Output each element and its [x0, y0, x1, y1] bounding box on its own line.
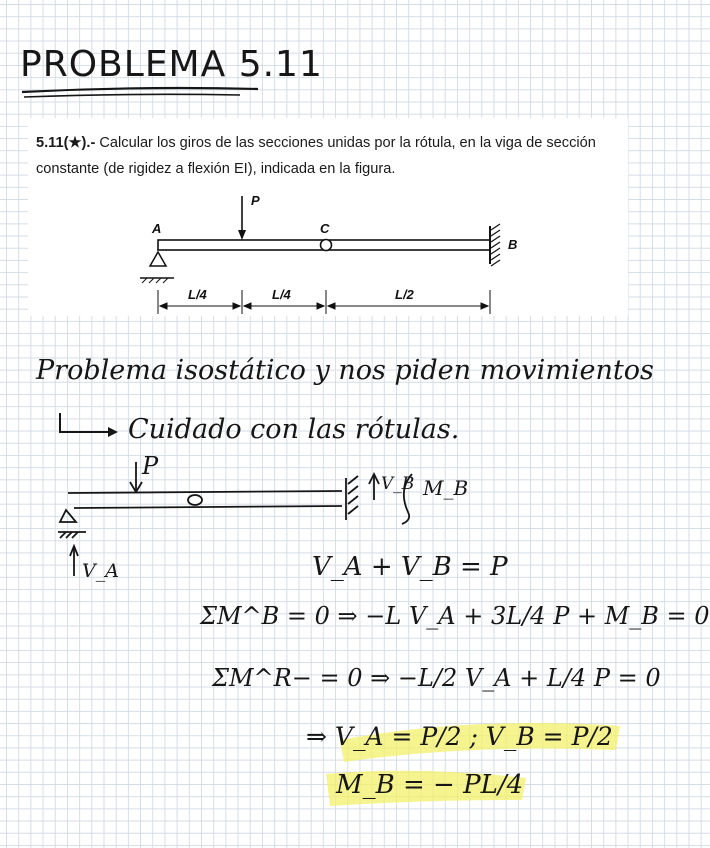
- note-line-2: Cuidado con las rótulas.: [128, 414, 460, 445]
- sketch-moment-b: M_B: [423, 476, 469, 500]
- equation-3: ΣM^R− = 0 ⇒ −L/2 V_A + L/4 P = 0: [212, 664, 661, 692]
- sketch-load-label: P: [142, 452, 159, 480]
- equation-5: M_B = − PL/4: [336, 770, 524, 800]
- heading: PROBLEMA 5.11: [20, 44, 323, 85]
- note-line-1: Problema isostático y nos piden movimientos: [36, 355, 654, 386]
- point-b-label: B: [508, 237, 518, 252]
- equation-1: V_A + V_B = P: [312, 552, 508, 582]
- dim-label-3: L/2: [395, 287, 414, 302]
- sketch-reaction-b: V_B: [381, 474, 415, 494]
- load-label: P: [251, 193, 260, 208]
- problem-text: Calcular los giros de las secciones unidas por la rótula, en la viga de sección constante (de rigidez a flexión EI), indicada en la figura.: [36, 135, 596, 177]
- sketch-reaction-a: V_A: [82, 560, 119, 582]
- dim-label-1: L/4: [188, 287, 207, 302]
- equation-4: ⇒ V_A = P/2 ; V_B = P/2: [306, 722, 613, 751]
- point-c-label: C: [320, 221, 330, 236]
- point-a-label: A: [152, 221, 162, 236]
- equation-2: ΣM^B = 0 ⇒ −L V_A + 3L/4 P + M_B = 0: [200, 602, 710, 630]
- problem-number: 5.11(★).-: [36, 135, 96, 151]
- dim-label-2: L/4: [272, 287, 291, 302]
